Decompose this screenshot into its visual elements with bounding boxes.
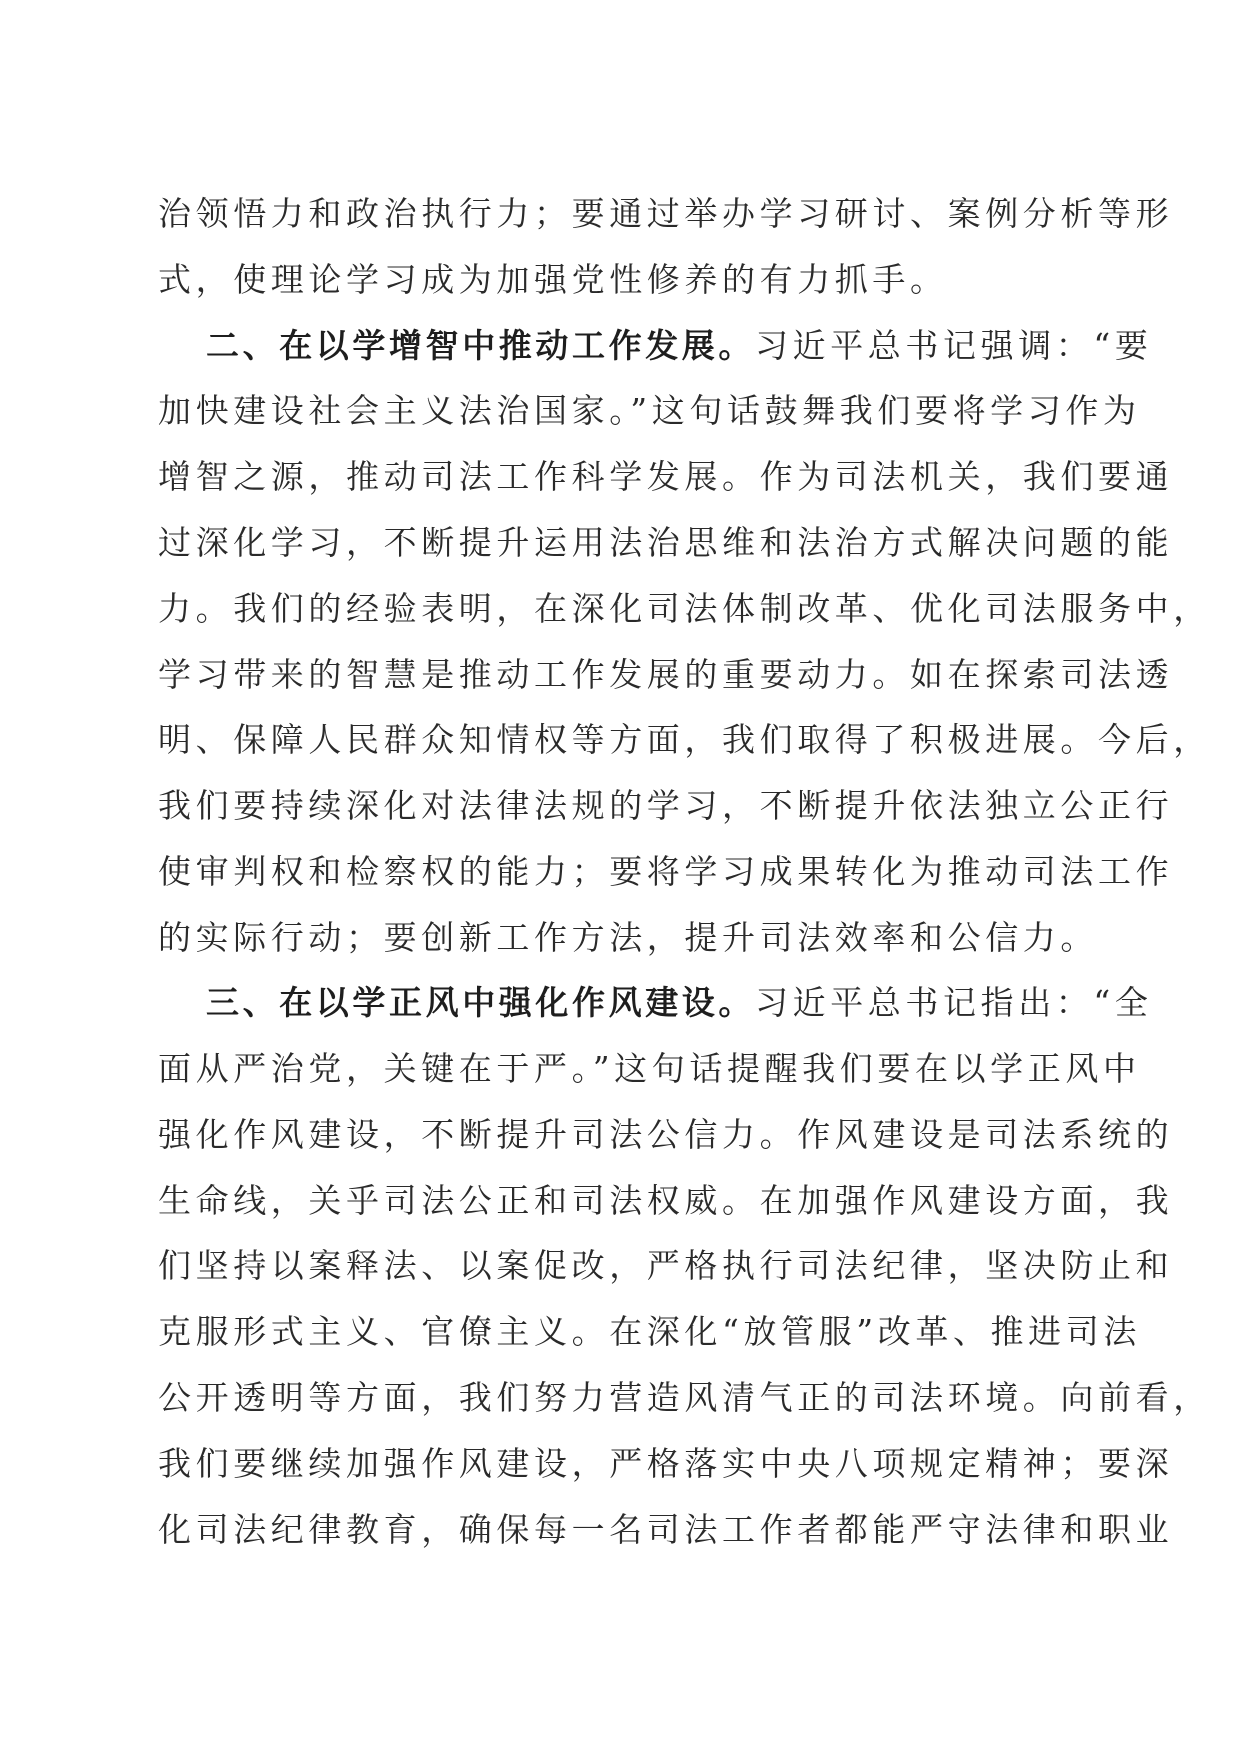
section3-line: 我们要继续加强作风建设，严格落实中央八项规定精神；要深 [158,1444,1174,1483]
section2-line: 学习带来的智慧是推动工作发展的重要动力。如在探索司法透 [158,655,1174,694]
intro-line: 式，使理论学习成为加强党性修养的有力抓手。 [158,260,948,299]
section3-line: 公开透明等方面，我们努力营造风清气正的司法环境。向前看， [158,1378,1211,1417]
section2-line: 使审判权和检察权的能力；要将学习成果转化为推动司法工作 [158,852,1174,891]
section2-heading: 二、在以学增智中推动工作发展。 [206,326,755,365]
section2-line: 力。我们的经验表明，在深化司法体制改革、优化司法服务中， [158,589,1211,628]
section2-line: 过深化学习，不断提升运用法治思维和法治方式解决问题的能 [158,523,1174,562]
section3-first-line [206,983,1153,1023]
section3-line: 们坚持以案释法、以案促改，严格执行司法纪律，坚决防止和 [158,1246,1174,1285]
section2-line: 增智之源，推动司法工作科学发展。作为司法机关，我们要通 [158,457,1174,496]
section3-line: 化司法纪律教育，确保每一名司法工作者都能严守法律和职业 [158,1510,1174,1549]
section2-first-line [206,326,1153,366]
section2-line: 我们要持续深化对法律法规的学习，不断提升依法独立公正行 [158,786,1174,825]
section2-first-line-text: 习近平总书记强调：“要 [755,326,1153,365]
section3-line: 克服形式主义、官僚主义。在深化“放管服”改革、推进司法 [158,1312,1141,1351]
section2-line: 加快建设社会主义法治国家。”这句话鼓舞我们要将学习作为 [158,391,1141,430]
section3-line: 生命线，关乎司法公正和司法权威。在加强作风建设方面，我 [158,1181,1174,1220]
intro-line: 治领悟力和政治执行力；要通过举办学习研讨、案例分析等形 [158,194,1174,233]
section3-line: 面从严治党，关键在于严。”这句话提醒我们要在以学正风中 [158,1049,1141,1088]
section2-line: 明、保障人民群众知情权等方面，我们取得了积极进展。今后， [158,720,1211,759]
section3-line: 强化作风建设，不断提升司法公信力。作风建设是司法系统的 [158,1115,1174,1154]
section3-heading: 三、在以学正风中强化作风建设。 [206,983,755,1022]
section3-first-line-text: 习近平总书记指出：“全 [755,983,1153,1022]
section2-line: 的实际行动；要创新工作方法，提升司法效率和公信力。 [158,918,1098,957]
